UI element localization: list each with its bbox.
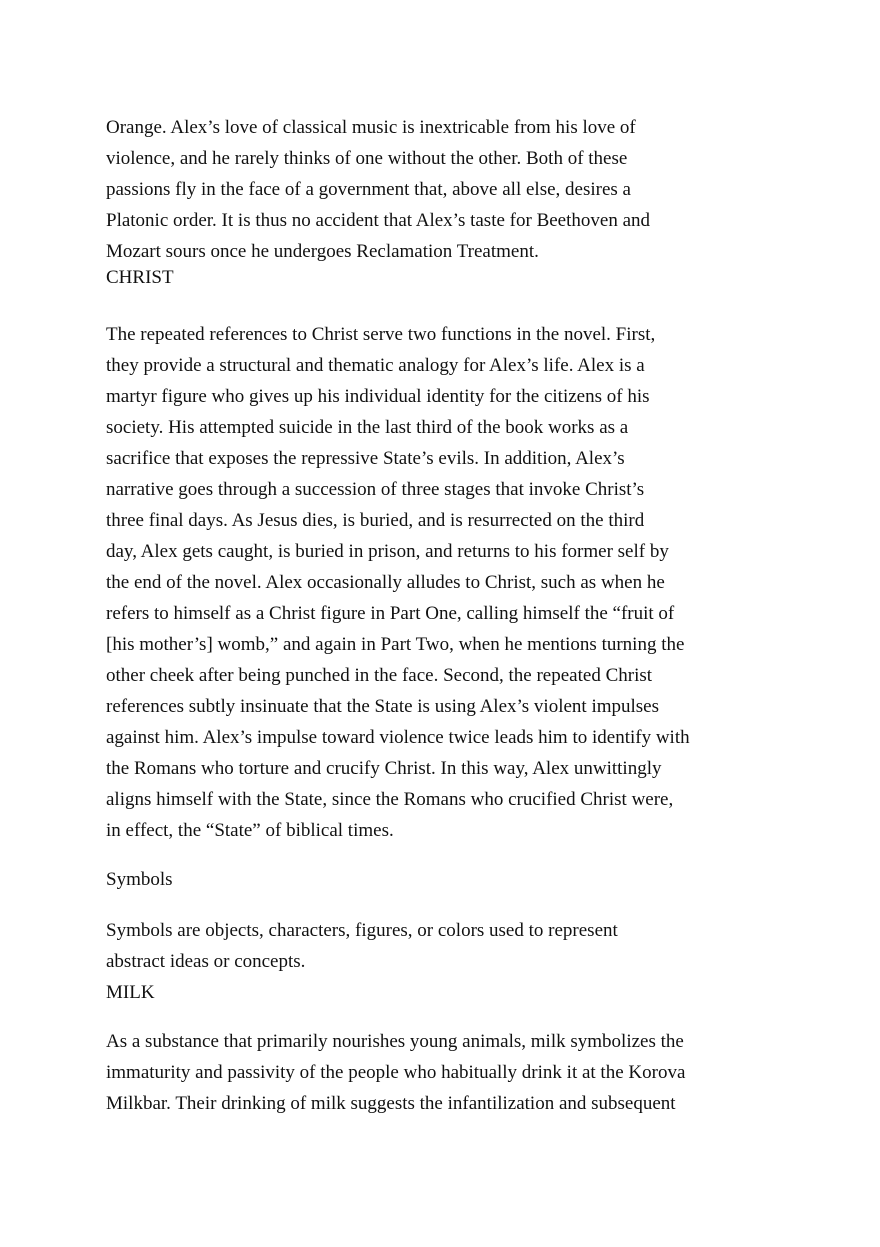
spacer — [106, 1008, 746, 1026]
text-line: violence, and he rarely thinks of one without the other. Both of these — [106, 148, 628, 169]
text-line: Platonic order. It is thus no accident that Alex’s taste for Beethoven and — [106, 210, 651, 231]
text-line: in effect, the “State” of biblical times. — [106, 820, 394, 841]
text-line: immaturity and passivity of the people who habitually drink it at the Korova — [106, 1062, 686, 1083]
text-line: The repeated references to Christ serve two functions in the novel. First, — [106, 324, 656, 345]
intro-paragraph — [106, 112, 746, 267]
text-line: narrative goes through a succession of three stages that invoke Christ’s — [106, 479, 645, 500]
text-line: three final days. As Jesus dies, is buried, and is resurrected on the third — [106, 510, 645, 531]
text-line: As a substance that primarily nourishes young animals, milk symbolizes the — [106, 1031, 684, 1052]
text-line: martyr figure who gives up his individual identity for the citizens of his — [106, 386, 650, 407]
text-line: refers to himself as a Christ figure in Part One, calling himself the “fruit of — [106, 603, 675, 624]
text-line: Milkbar. Their drinking of milk suggests the infantilization and subsequent — [106, 1093, 676, 1114]
milk-heading: MILK — [106, 982, 155, 1003]
text-line: sacrifice that exposes the repressive State’s evils. In addition, Alex’s — [106, 448, 625, 469]
spacer — [106, 895, 746, 915]
text-line: the Romans who torture and crucify Christ. In this way, Alex unwittingly — [106, 758, 662, 779]
text-line: Mozart sours once he undergoes Reclamation Treatment. — [106, 241, 539, 262]
text-line: against him. Alex’s impulse toward violence twice leads him to identify with — [106, 727, 690, 748]
christ-paragraph — [106, 319, 746, 846]
text-line: Symbols are objects, characters, figures, or colors used to represent — [106, 920, 618, 941]
text-line: aligns himself with the State, since the Romans who crucified Christ were, — [106, 789, 674, 810]
symbols-paragraph — [106, 915, 746, 977]
christ-heading: CHRIST — [106, 267, 174, 288]
text-line: passions fly in the face of a government that, above all else, desires a — [106, 179, 631, 200]
text-line: other cheek after being punched in the face. Second, the repeated Christ — [106, 665, 653, 686]
document-page — [106, 112, 746, 1119]
text-line: [his mother’s] womb,” and again in Part Two, when he mentions turning the — [106, 634, 685, 655]
text-line: Orange. Alex’s love of classical music is inextricable from his love of — [106, 117, 636, 138]
milk-paragraph — [106, 1026, 746, 1119]
text-line: society. His attempted suicide in the last third of the book works as a — [106, 417, 629, 438]
text-line: the end of the novel. Alex occasionally alludes to Christ, such as when he — [106, 572, 665, 593]
symbols-heading: Symbols — [106, 869, 173, 890]
text-line: references subtly insinuate that the State is using Alex’s violent impulses — [106, 696, 660, 717]
text-line: they provide a structural and thematic analogy for Alex’s life. Alex is a — [106, 355, 645, 376]
spacer — [106, 289, 746, 319]
text-line: day, Alex gets caught, is buried in prison, and returns to his former self by — [106, 541, 669, 562]
spacer — [106, 846, 746, 864]
text-line: abstract ideas or concepts. — [106, 951, 306, 972]
